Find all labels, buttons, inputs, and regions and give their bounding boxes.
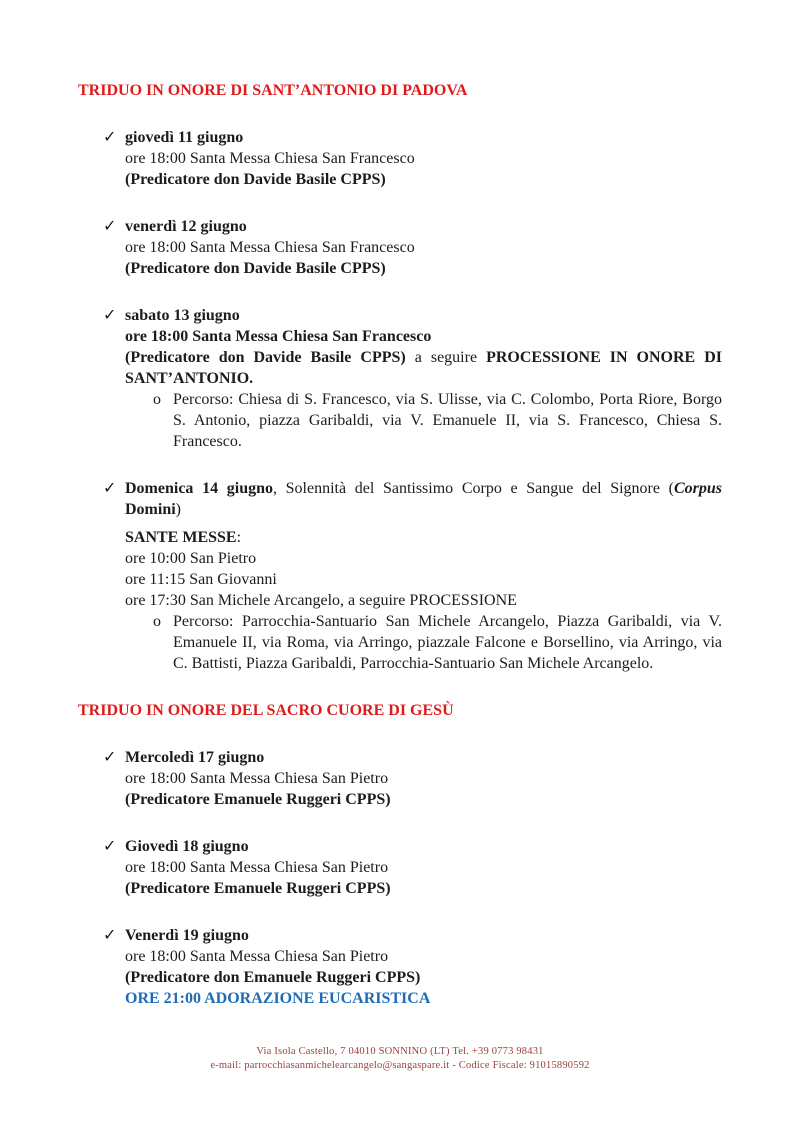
- domini-segment: Domini: [125, 501, 176, 518]
- item-procession-paragraph: [125, 347, 722, 389]
- colon-segment: :: [236, 529, 242, 546]
- checkmark-icon: ✓: [103, 480, 117, 497]
- item-date: Giovedì 18 giugno: [125, 838, 249, 855]
- checkmark-icon: ✓: [103, 129, 117, 146]
- schedule-item-domenica-14: [103, 478, 722, 674]
- page-footer: [0, 1045, 800, 1073]
- percorso-text: Percorso: Chiesa di S. Francesco, via S. Ulisse, via C. Colombo, Porta Riore, Borgo S. Antonio, piazza Garibaldi, via V. Emanuele II, via S. Francesco, Chiesa S. Francesco.: [173, 391, 722, 450]
- item-time-line: ore 18:00 Santa Messa Chiesa San Pietro: [125, 770, 389, 787]
- checkmark-icon: ✓: [103, 218, 117, 235]
- item-preacher-line: (Predicatore Emanuele Ruggeri CPPS): [125, 791, 391, 808]
- item-solemnity-paragraph: [125, 478, 722, 520]
- percorso-text: Percorso: Parrocchia-Santuario San Michele Arcangelo, Piazza Garibaldi, via V. Emanuele II, via Roma, via Arringo, piazzale Falcone e Borsellino, via Arringo, via C. Battisti, Piazza Garibaldi, Parrocchia-Santuario San Michele Arcangelo.: [173, 613, 722, 672]
- checkmark-icon: ✓: [103, 838, 117, 855]
- item-preacher-line: (Predicatore don Davide Basile CPPS): [125, 171, 386, 188]
- schedule-item-venerdi-12: [103, 216, 722, 279]
- item-date: Mercoledì 17 giugno: [125, 749, 265, 766]
- item-date: sabato 13 giugno: [125, 307, 240, 324]
- item-date: venerdì 12 giugno: [125, 218, 247, 235]
- item-preacher-line: (Predicatore don Davide Basile CPPS): [125, 260, 386, 277]
- mass-time-line: ore 11:15 San Giovanni: [125, 571, 277, 588]
- item-date: giovedì 11 giugno: [125, 129, 244, 146]
- item-preacher-line: (Predicatore Emanuele Ruggeri CPPS): [125, 880, 391, 897]
- schedule-item-mercoledi-17: [103, 747, 722, 810]
- item-date: Domenica 14 giugno: [125, 480, 273, 497]
- corpus-segment: Corpus: [673, 480, 722, 497]
- item-time-line: ore 18:00 Santa Messa Chiesa San Francesco: [125, 239, 415, 256]
- footer-email-line: e-mail: parrocchiasanmichelearcangelo@sangaspare.it - Codice Fiscale: 91015890592: [210, 1060, 590, 1071]
- section-title-triduo-sacro-cuore: TRIDUO IN ONORE DEL SACRO CUORE DI GESÙ: [78, 702, 454, 719]
- procession-segment: PROCESSIONE IN ONORE DI SANT’ANTONIO.: [125, 349, 723, 387]
- circle-bullet-icon: o: [153, 613, 161, 630]
- item-time-line: ore 18:00 Santa Messa Chiesa San Francesco: [125, 328, 432, 345]
- circle-bullet-icon: o: [153, 391, 161, 408]
- checkmark-icon: ✓: [103, 307, 117, 324]
- item-time-line: ore 18:00 Santa Messa Chiesa San Pietro: [125, 948, 389, 965]
- sub-bullet-percorso: [153, 389, 722, 452]
- schedule-item-sabato-13: [103, 305, 722, 452]
- checkmark-icon: ✓: [103, 749, 117, 766]
- schedule-item-giovedi-18: [103, 836, 722, 899]
- adoration-line: ORE 21:00 ADORAZIONE EUCARISTICA: [125, 990, 431, 1007]
- sante-messe-label: SANTE MESSE: [125, 529, 237, 546]
- sub-bullet-percorso: [153, 611, 722, 674]
- footer-address-line: Via Isola Castello, 7 04010 SONNINO (LT) Tel. +39 0773 98431: [256, 1046, 544, 1057]
- item-date: Venerdì 19 giugno: [125, 927, 249, 944]
- item-preacher-line: (Predicatore don Emanuele Ruggeri CPPS): [125, 969, 421, 986]
- preacher-segment: (Predicatore don Davide Basile CPPS): [125, 349, 406, 366]
- solemnity-segment: , Solennità del Santissimo Corpo e Sangue del Signore (: [272, 480, 674, 497]
- a-seguire-segment: a seguire: [405, 349, 487, 366]
- paren-close-segment: ): [175, 501, 181, 518]
- section-title-triduo-sant-antonio: TRIDUO IN ONORE DI SANT’ANTONIO DI PADOVA: [78, 82, 468, 99]
- mass-time-line: ore 10:00 San Pietro: [125, 550, 257, 567]
- checkmark-icon: ✓: [103, 927, 117, 944]
- schedule-item-giovedi-11: [103, 127, 722, 190]
- schedule-item-venerdi-19: [103, 925, 722, 1009]
- sante-messe-heading: [125, 527, 722, 548]
- item-time-line: ore 18:00 Santa Messa Chiesa San Pietro: [125, 859, 389, 876]
- mass-time-line: ore 17:30 San Michele Arcangelo, a seguire PROCESSIONE: [125, 592, 517, 609]
- item-time-line: ore 18:00 Santa Messa Chiesa San Francesco: [125, 150, 415, 167]
